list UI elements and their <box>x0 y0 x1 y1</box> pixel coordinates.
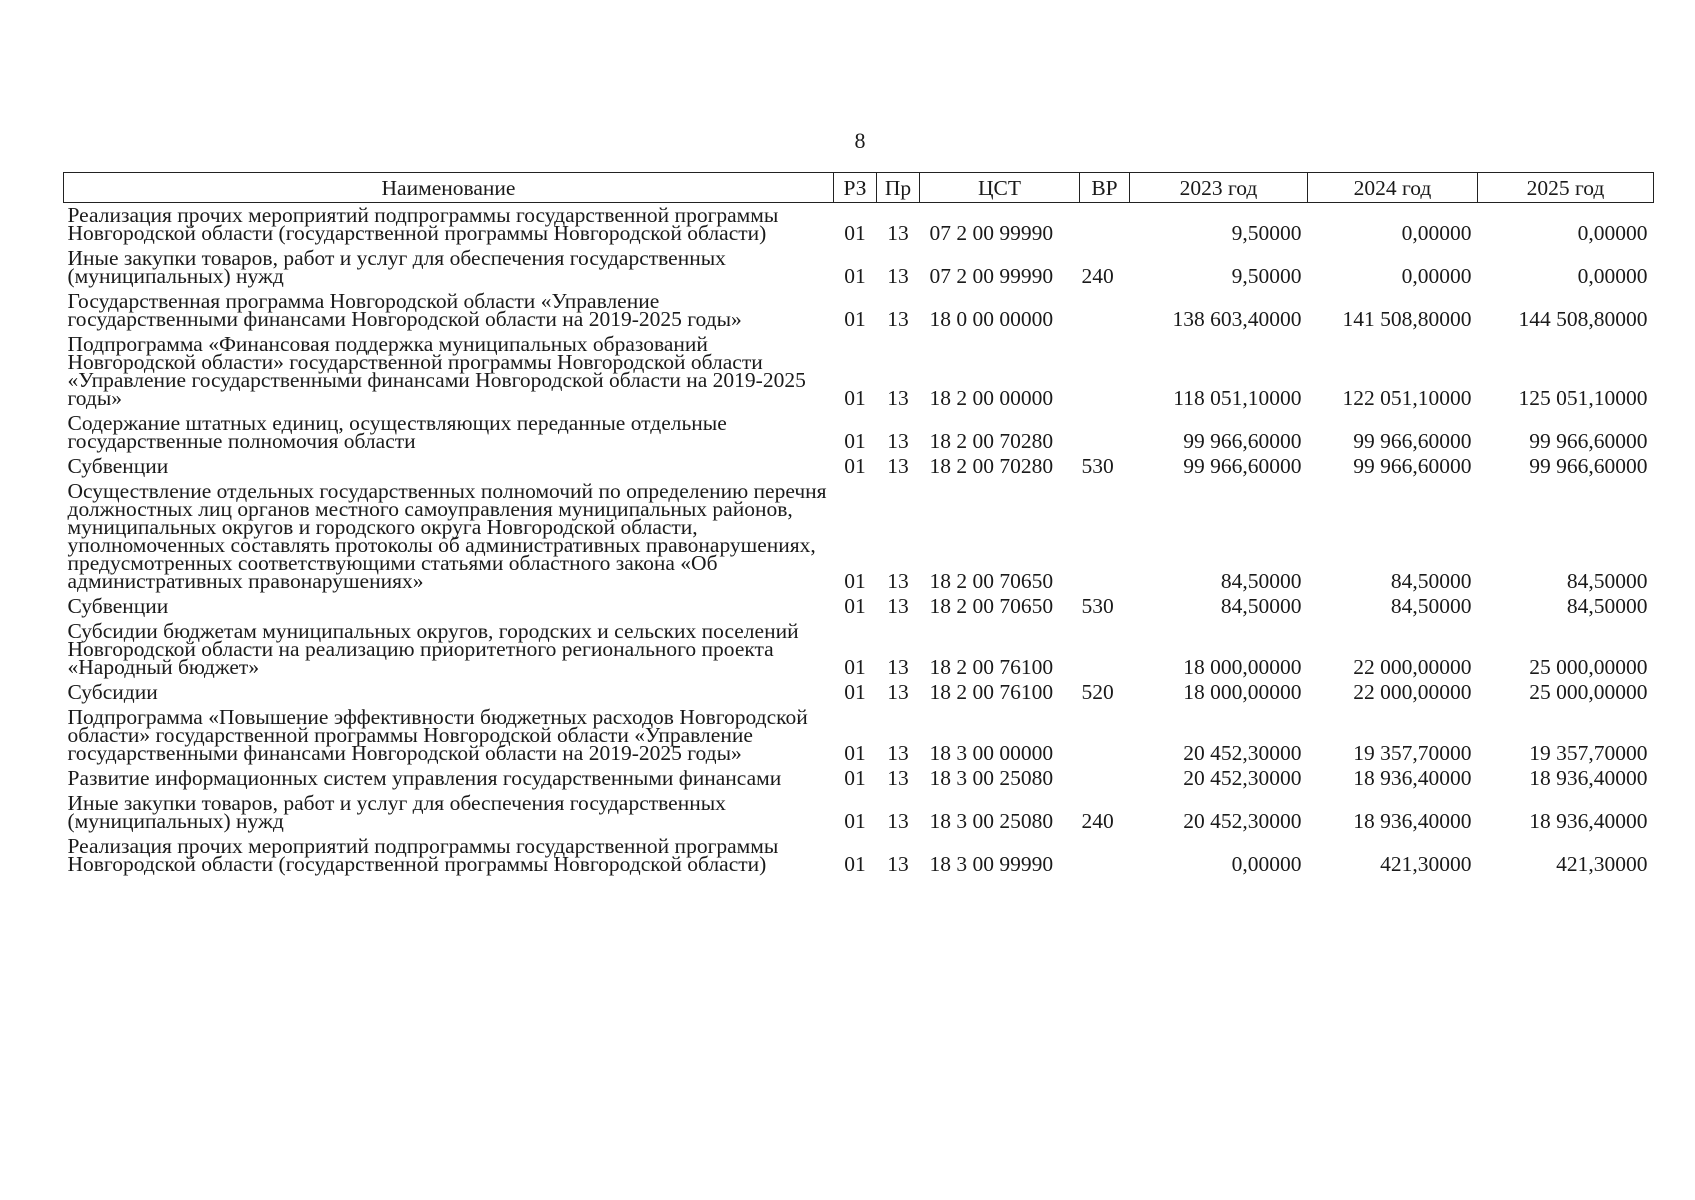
row-cst: 18 0 00 00000 <box>929 307 1054 331</box>
row-2023: 118 051,10000 <box>1173 386 1302 410</box>
row-cst: 18 3 00 25080 <box>929 766 1054 790</box>
row-rz: 01 <box>844 741 866 765</box>
row-rz: 01 <box>844 429 866 453</box>
row-2023: 0,00000 <box>1231 852 1302 876</box>
row-pr: 13 <box>887 594 909 618</box>
row-2025: 25 000,00000 <box>1529 680 1648 704</box>
row-rz: 01 <box>844 680 866 704</box>
row-pr: 13 <box>887 809 909 833</box>
row-pr: 13 <box>887 386 909 410</box>
row-name: Иные закупки товаров, работ и услуг для обеспечения государственных (муниципальных) нужд <box>67 246 726 288</box>
row-pr: 13 <box>887 680 909 704</box>
row-vr <box>1080 619 1130 680</box>
row-pr: 13 <box>887 741 909 765</box>
row-2025: 19 357,70000 <box>1529 741 1648 765</box>
row-2024: 22 000,00000 <box>1353 680 1472 704</box>
row-2023: 18 000,00000 <box>1183 655 1302 679</box>
row-rz: 01 <box>844 852 866 876</box>
row-rz: 01 <box>844 569 866 593</box>
row-rz: 01 <box>844 307 866 331</box>
table-row <box>64 594 1654 619</box>
row-rz: 01 <box>844 766 866 790</box>
row-cst: 18 2 00 70650 <box>929 569 1054 593</box>
row-2023: 138 603,40000 <box>1172 307 1302 331</box>
row-vr <box>1080 705 1130 766</box>
row-rz: 01 <box>844 264 866 288</box>
row-2024: 141 508,80000 <box>1342 307 1472 331</box>
row-2023: 99 966,60000 <box>1183 454 1302 478</box>
table-row <box>64 705 1654 766</box>
header-cst: ЦСТ <box>920 173 1080 203</box>
row-name: Субсидии бюджетам муниципальных округов, городских и сельских поселений Новгородской области на реализацию приоритетного регионального проекта «Народный бюджет» <box>67 619 799 679</box>
row-2025: 99 966,60000 <box>1529 429 1648 453</box>
row-cst: 18 2 00 70650 <box>929 594 1054 618</box>
row-2024: 122 051,10000 <box>1342 386 1472 410</box>
row-2024: 421,30000 <box>1380 852 1472 876</box>
row-2025: 84,50000 <box>1566 594 1648 618</box>
row-2025: 18 936,40000 <box>1529 809 1648 833</box>
row-name: Содержание штатных единиц, осуществляющих переданные отдельные государственные полномочия области <box>67 411 727 453</box>
row-vr <box>1080 766 1130 791</box>
row-2024: 0,00000 <box>1401 221 1472 245</box>
header-name: Наименование <box>64 173 834 203</box>
row-pr: 13 <box>887 766 909 790</box>
row-name: Государственная программа Новгородской области «Управление государственными финансами Новгородской области на 2019-2025 годы» <box>67 289 742 331</box>
row-2025: 0,00000 <box>1577 221 1648 245</box>
row-vr: 240 <box>1081 264 1114 288</box>
row-name: Субвенции <box>67 454 169 478</box>
row-2024: 18 936,40000 <box>1353 809 1472 833</box>
header-2023: 2023 год <box>1130 173 1308 203</box>
row-cst: 18 2 00 70280 <box>929 454 1054 478</box>
page-number: 8 <box>854 128 866 153</box>
row-2025: 18 936,40000 <box>1529 766 1648 790</box>
row-2025: 421,30000 <box>1556 852 1648 876</box>
table-body <box>64 203 1654 878</box>
row-vr: 530 <box>1081 454 1114 478</box>
row-pr: 13 <box>887 655 909 679</box>
row-vr: 530 <box>1081 594 1114 618</box>
row-name: Субвенции <box>67 594 169 618</box>
table-row <box>64 246 1654 289</box>
row-cst: 18 3 00 25080 <box>929 809 1054 833</box>
row-2024: 22 000,00000 <box>1353 655 1472 679</box>
row-pr: 13 <box>887 454 909 478</box>
row-rz: 01 <box>844 809 866 833</box>
row-name: Субсидии <box>67 680 158 704</box>
table-row <box>64 791 1654 834</box>
table-row <box>64 680 1654 705</box>
row-vr: 520 <box>1081 680 1114 704</box>
header-pr: Пр <box>877 173 920 203</box>
table-row <box>64 766 1654 791</box>
row-2023: 20 452,30000 <box>1183 809 1302 833</box>
table-row <box>64 289 1654 332</box>
row-2024: 99 966,60000 <box>1353 454 1472 478</box>
table-row <box>64 332 1654 411</box>
row-2023: 20 452,30000 <box>1183 741 1302 765</box>
row-2025: 125 051,10000 <box>1518 386 1648 410</box>
row-2024: 84,50000 <box>1390 569 1472 593</box>
row-pr: 13 <box>887 852 909 876</box>
row-pr: 13 <box>887 429 909 453</box>
header-vr: ВР <box>1080 173 1130 203</box>
row-name: Подпрограмма «Финансовая поддержка муниципальных образований Новгородской области» государственной программы Новгородской области «Управление государственными финансами Новгородской области на 2019-2025 годы» <box>67 332 806 410</box>
budget-table-container <box>63 172 1653 877</box>
table-row <box>64 203 1654 247</box>
header-rz: РЗ <box>834 173 877 203</box>
row-pr: 13 <box>887 569 909 593</box>
table-header-row <box>64 173 1654 203</box>
row-2024: 0,00000 <box>1401 264 1472 288</box>
row-2024: 99 966,60000 <box>1353 429 1472 453</box>
row-name: Развитие информационных систем управления государственными финансами <box>67 766 782 790</box>
table-row <box>64 411 1654 454</box>
table-row <box>64 619 1654 680</box>
row-2024: 19 357,70000 <box>1353 741 1472 765</box>
row-2025: 25 000,00000 <box>1529 655 1648 679</box>
row-2024: 84,50000 <box>1390 594 1472 618</box>
row-cst: 18 2 00 76100 <box>929 680 1054 704</box>
row-2023: 9,50000 <box>1231 264 1302 288</box>
row-cst: 07 2 00 99990 <box>929 264 1054 288</box>
row-rz: 01 <box>844 221 866 245</box>
budget-table <box>63 172 1654 877</box>
row-2023: 99 966,60000 <box>1183 429 1302 453</box>
header-2024: 2024 год <box>1308 173 1478 203</box>
row-cst: 18 2 00 76100 <box>929 655 1054 679</box>
row-name: Реализация прочих мероприятий подпрограммы государственной программы Новгородской области (государственной программы Новгородской области) <box>67 834 779 876</box>
row-2023: 84,50000 <box>1220 594 1302 618</box>
row-vr <box>1080 332 1130 411</box>
row-vr <box>1080 411 1130 454</box>
row-vr <box>1080 203 1130 247</box>
row-pr: 13 <box>887 221 909 245</box>
row-rz: 01 <box>844 655 866 679</box>
row-vr <box>1080 289 1130 332</box>
row-pr: 13 <box>887 307 909 331</box>
row-pr: 13 <box>887 264 909 288</box>
row-vr: 240 <box>1081 809 1114 833</box>
row-cst: 18 2 00 70280 <box>929 429 1054 453</box>
row-vr <box>1080 834 1130 877</box>
row-2023: 84,50000 <box>1220 569 1302 593</box>
row-2025: 99 966,60000 <box>1529 454 1648 478</box>
row-2023: 20 452,30000 <box>1183 766 1302 790</box>
row-2024: 18 936,40000 <box>1353 766 1472 790</box>
row-2025: 144 508,80000 <box>1518 307 1648 331</box>
row-rz: 01 <box>844 454 866 478</box>
row-cst: 07 2 00 99990 <box>929 221 1054 245</box>
row-2023: 9,50000 <box>1231 221 1302 245</box>
table-row <box>64 834 1654 877</box>
header-2025: 2025 год <box>1478 173 1654 203</box>
row-rz: 01 <box>844 594 866 618</box>
row-cst: 18 3 00 00000 <box>929 741 1054 765</box>
row-2025: 84,50000 <box>1566 569 1648 593</box>
row-name: Подпрограмма «Повышение эффективности бюджетных расходов Новгородской области» государственной программы Новгородской области «Управление государственными финансами Новгородской области на 2019-2025 годы» <box>67 705 808 765</box>
row-2023: 18 000,00000 <box>1183 680 1302 704</box>
row-name: Реализация прочих мероприятий подпрограммы государственной программы Новгородской области (государственной программы Новгородской области) <box>67 203 779 245</box>
row-rz: 01 <box>844 386 866 410</box>
row-cst: 18 2 00 00000 <box>929 386 1054 410</box>
row-cst: 18 3 00 99990 <box>929 852 1054 876</box>
row-name: Осуществление отдельных государственных полномочий по определению перечня должностных лиц органов местного самоуправления муниципальных районов, муниципальных округов и городского округа Новгородской области, уполномоченных составлять протоколы об административных правонарушениях, предусмотренных соответствующими статьями областного закона «Об административных правонарушениях» <box>67 479 827 593</box>
row-2025: 0,00000 <box>1577 264 1648 288</box>
row-vr <box>1080 479 1130 594</box>
row-name: Иные закупки товаров, работ и услуг для обеспечения государственных (муниципальных) нужд <box>67 791 726 833</box>
table-row <box>64 479 1654 594</box>
table-row <box>64 454 1654 479</box>
